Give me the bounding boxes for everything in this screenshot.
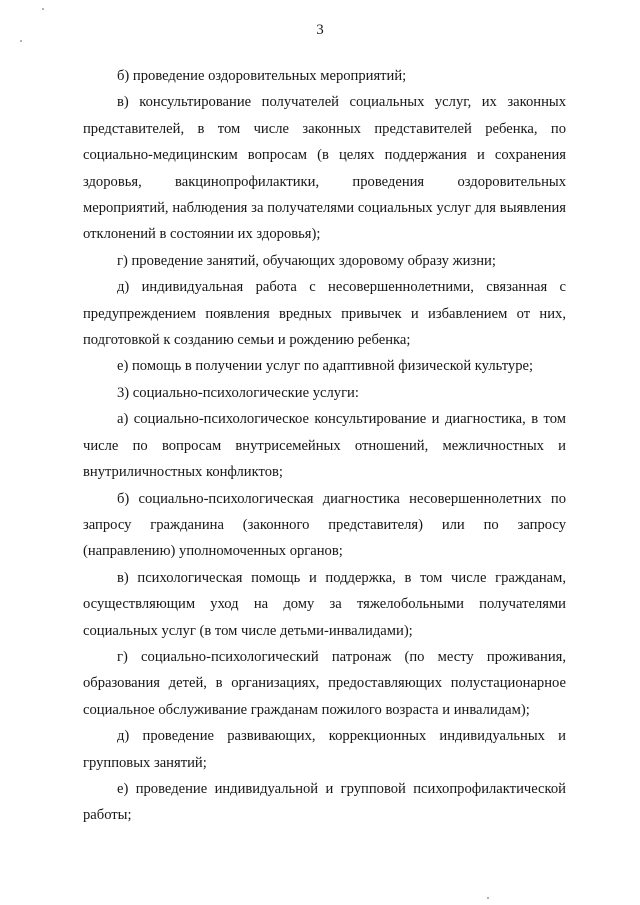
paragraph-e-adaptive-sport: е) помощь в получении услуг по адаптивной физической культуре; xyxy=(117,358,534,375)
scan-speck xyxy=(20,40,22,42)
paragraph-g-psych-patronage: г) социально-психологический патронаж (по месту проживания, образования детей, в организациях, предоставляющих полустационарное социальное обслуживание гражданам пожилого возраста и инвалидам); xyxy=(83,648,566,718)
paragraph-v-consulting: в) консультирование получателей социальных услуг, их законных представителей, в том числе законных представителей ребенка, по социально-медицинским вопросам (в целях поддержания и сохранения здоровья, вакцинопрофилактики, проведения оздоровительных мероприятий, наблюдения за получателями социальных услуг для выявления отклонений в состоянии их здоровья); xyxy=(83,94,566,243)
paragraph-b-psych-diagnostics: б) социально-психологическая диагностика несовершеннолетних по запросу гражданина (законного представителя) или по запросу (направлению) уполномоченных органов; xyxy=(83,490,566,560)
document-body xyxy=(83,63,566,829)
paragraph-d-minors-work: д) индивидуальная работа с несовершеннолетними, связанная с предупреждением появления вредных привычек и избавлением от них, подготовкой к созданию семьи и рождению ребенка; xyxy=(83,279,566,349)
paragraph-g-healthy-lifestyle: г) проведение занятий, обучающих здоровому образу жизни; xyxy=(117,252,496,269)
paragraph-d-group-classes: д) проведение развивающих, коррекционных индивидуальных и групповых занятий; xyxy=(83,728,566,771)
paragraph-e-psychoprophylaxis: е) проведение индивидуальной и групповой психопрофилактической работы; xyxy=(83,780,566,824)
section-heading-psychological: 3) социально-психологические услуги: xyxy=(117,384,359,401)
page-number: 3 xyxy=(316,22,324,38)
paragraph-a-psych-consulting: а) социально-психологическое консультирование и диагностика, в том числе по вопросам внутрисемейных отношений, межличностных и внутриличностных конфликтов; xyxy=(83,411,566,481)
scan-speck xyxy=(42,8,44,10)
scan-speck xyxy=(487,897,489,899)
paragraph-b-health-activities: б) проведение оздоровительных мероприятий; xyxy=(117,68,407,84)
paragraph-v-psych-help: в) психологическая помощь и поддержка, в том числе гражданам, осуществляющим уход на дому за тяжелобольными получателями социальных услуг (в том числе детьми-инвалидами); xyxy=(83,569,566,639)
